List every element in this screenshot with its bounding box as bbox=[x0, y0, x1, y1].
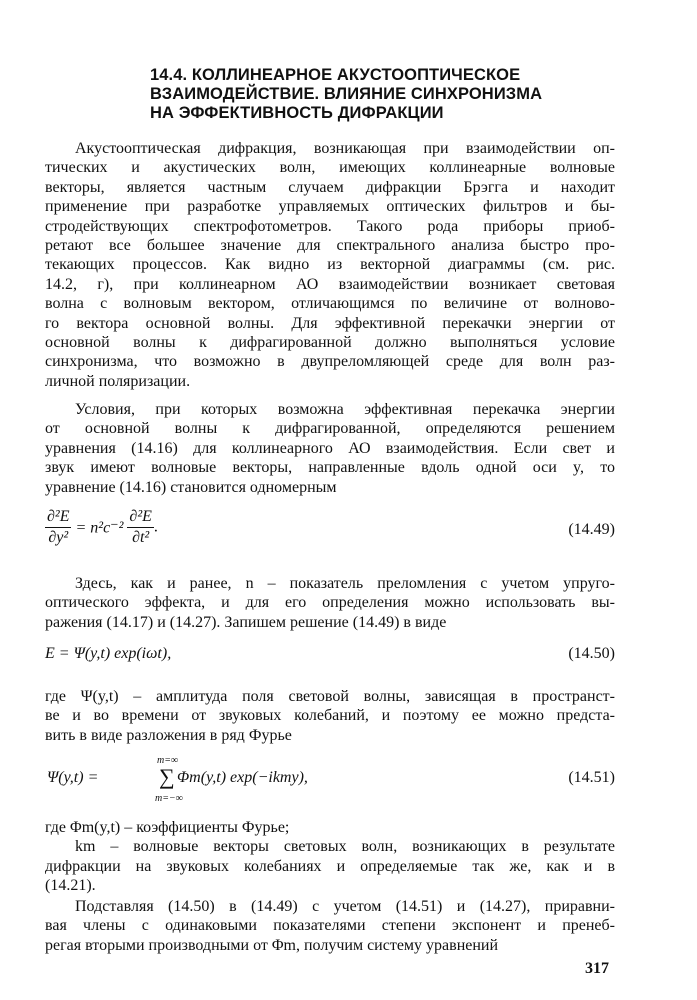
title-line: 14.4. КОЛЛИНЕАРНОЕ АКУСТООПТИЧЕСКОЕ bbox=[150, 66, 521, 84]
title-line: ВЗАИМОДЕЙСТВИЕ. ВЛИЯНИЕ СИНХРОНИЗМА bbox=[150, 85, 543, 103]
equation-14-50 bbox=[45, 645, 615, 667]
text-line: от основной волны к дифрагированной, определяются решением bbox=[45, 420, 615, 438]
paragraph-5 bbox=[45, 818, 615, 896]
text-line: векторы, является частным случаем дифракции Брэгга и находит bbox=[45, 178, 615, 196]
text-line: вая члены с одинаковыми показателями степени экспонент и пренеб- bbox=[45, 917, 615, 935]
text-line: вить в виде разложения в ряд Фурье bbox=[45, 726, 292, 744]
text-line: синхронизма, что возможно в двупреломляющей среде для волн раз- bbox=[45, 353, 615, 371]
sum-symbol: ∑ bbox=[159, 764, 175, 789]
equation-body: Φm(y,t) exp(−ikmy), bbox=[177, 769, 308, 786]
text-line: 14.2, г), при коллинеарном АО взаимодействии возникает световая bbox=[45, 275, 615, 293]
title-line: НА ЭФФЕКТИВНОСТЬ ДИФРАКЦИИ bbox=[150, 104, 444, 122]
equation-lhs: Ψ(y,t) = bbox=[47, 769, 99, 786]
paragraph-1 bbox=[45, 139, 615, 391]
page-number: 317 bbox=[585, 960, 609, 977]
text-line: Акустооптическая дифракция, возникающая при взаимодействии оп- bbox=[75, 140, 615, 157]
fraction-denominator: ∂y² bbox=[48, 529, 69, 546]
text-line: Подставляя (14.50) в (14.49) с учетом (14.51) и (14.27), приравни- bbox=[75, 898, 615, 915]
paragraph-2 bbox=[45, 400, 615, 497]
text-line: уравнения (14.16) для коллинеарного АО взаимодействия. Если свет и bbox=[45, 439, 615, 457]
equation-number: (14.49) bbox=[568, 521, 615, 538]
fraction-rhs bbox=[127, 507, 153, 548]
section-title bbox=[150, 66, 630, 123]
fraction-denominator: ∂t² bbox=[132, 529, 150, 546]
paragraph-4 bbox=[45, 687, 615, 745]
sum-lower-limit: m=−∞ bbox=[155, 793, 183, 804]
text-line: где Ψ(y,t) – амплитуда поля световой волны, зависящая в пространст- bbox=[45, 688, 615, 705]
equation-14-51 bbox=[45, 755, 615, 807]
text-line: ве и во времени от звуковых колебаний, и поэтому ее можно предста- bbox=[45, 707, 615, 725]
text-line: го вектора основной волны. Для эффективной перекачки энергии от bbox=[45, 314, 615, 332]
equation-number: (14.50) bbox=[568, 645, 615, 662]
text-line: регая вторыми производными от Φm, получим систему уравнений bbox=[45, 936, 499, 954]
text-line: где Φm(y,t) – коэффициенты Фурье; bbox=[45, 819, 290, 836]
text-line: (14.21). bbox=[45, 877, 96, 895]
text-line: km – волновые векторы световых волн, возникающих в результате bbox=[75, 838, 615, 856]
equation-number: (14.51) bbox=[568, 769, 615, 786]
equation-14-49: $\frac{\text{∂²E}}{\text{∂y²}}$ = n²c⁻² $\frac{\text{∂²E}}{\text{∂t²}}$ . (14.49) bbox=[47, 508, 615, 546]
text-line: уравнение (14.16) становится одномерным bbox=[45, 478, 337, 496]
text-line: тических и акустических волн, имеющих коллинеарные волновые bbox=[45, 159, 615, 177]
text-line: ретают все большее значение для спектрального анализа быстро про- bbox=[45, 237, 615, 255]
equation-body: E = Ψ(y,t) exp(iωt), bbox=[45, 645, 172, 662]
paragraph-6 bbox=[45, 897, 615, 955]
text-line: применение при разработке управляемых оптических фильтров и бы- bbox=[45, 198, 615, 216]
text-line: личной поляризации. bbox=[45, 372, 191, 390]
paragraph-3 bbox=[45, 574, 615, 632]
equation-middle: = n²c⁻² bbox=[75, 519, 124, 537]
text-line: стродействующих спектрофотометров. Такого рода приборы приоб- bbox=[45, 217, 615, 235]
fraction-numerator: ∂²E bbox=[45, 507, 71, 528]
text-line: основной волны к дифрагированной должно выполняться условие bbox=[45, 334, 615, 352]
text-line: текающих процессов. Как видно из векторной диаграммы (см. рис. bbox=[45, 256, 615, 274]
sum-upper-limit: m=∞ bbox=[157, 755, 179, 766]
fraction-lhs bbox=[45, 507, 71, 548]
fraction-numerator: ∂²E bbox=[127, 507, 153, 528]
text-line: Условия, при которых возможна эффективная перекачка энергии bbox=[75, 401, 615, 418]
text-line: волна с волновым вектором, отличающимся по величине от волново- bbox=[45, 295, 615, 313]
text-line: ражения (14.17) и (14.27). Запишем решение (14.49) в виде bbox=[45, 613, 447, 631]
text-line: дифракции на звуковых колебаниях и определяемые так же, как и в bbox=[45, 857, 615, 875]
text-line: Здесь, как и ранее, n – показатель преломления с учетом упруго- bbox=[75, 575, 615, 592]
text-line: оптического эффекта, и для его определения можно использовать вы- bbox=[45, 594, 615, 612]
text-line: звук имеют волновые векторы, направленные вдоль одной оси y, то bbox=[45, 459, 615, 477]
